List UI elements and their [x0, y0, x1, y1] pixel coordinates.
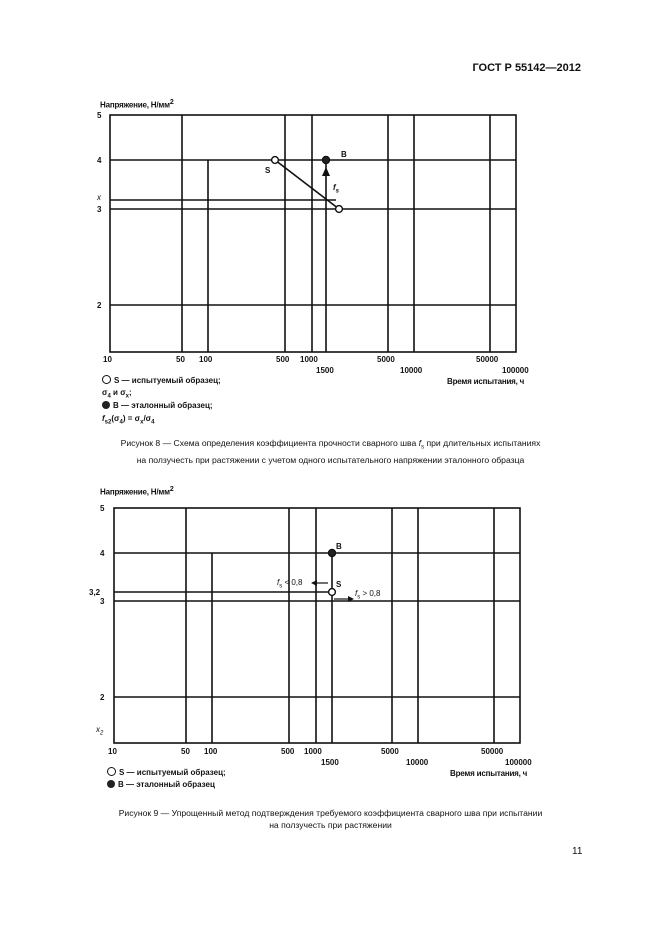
page-number: 11	[572, 846, 583, 857]
fig8-x-tick-1000: 1000	[300, 355, 318, 364]
fig8-y-axis-label: Напряжение, $Н/мм^2$	[100, 99, 174, 110]
fig9-x-tick-100000: 100000	[505, 758, 532, 767]
fig9-x-tick-10000: 10000	[406, 758, 429, 767]
fig9-y-tick-x2: $x_2$	[96, 725, 104, 737]
fig9-x-tick-500: 500	[281, 747, 295, 756]
fig8-legend-s: S — испытуемый образец;	[102, 375, 221, 385]
fig8-y-tick-5: 5	[97, 111, 102, 120]
fig9-legend-filled-circle-icon	[107, 780, 115, 788]
fig8-legend-b: B — эталонный образец;	[102, 401, 213, 410]
fig8-x-tick-100: 100	[199, 355, 213, 364]
fig8-y-tick-x: x	[97, 193, 101, 202]
fig9-x-tick-50000: 50000	[481, 747, 504, 756]
fig9-y-tick-5: 5	[100, 504, 105, 513]
fig9-point-s	[329, 589, 336, 596]
fig8-legend-formula: $f_{s2}(\sigma_4) = \sigma_x/\sigma_4$	[102, 414, 155, 426]
fig9-x-tick-50: 50	[181, 747, 190, 756]
fig9-x-tick-10: 10	[108, 747, 117, 756]
fig8-x-tick-100000: 100000	[502, 366, 529, 375]
fig8-y-tick-3: 3	[97, 205, 102, 214]
fig9-x-tick-1000: 1000	[304, 747, 322, 756]
fig9-arrow-left-head	[311, 580, 317, 586]
fig9-label-s: S	[336, 580, 342, 589]
fig9-legend-open-circle-icon	[107, 767, 116, 776]
fig8-y-tick-2: 2	[97, 301, 102, 310]
fig9-y-tick-3-2: 3,2	[89, 588, 101, 597]
fig9-caption: Рисунок 9 — Упрощенный метод подтверждения требуемого коэффициента сварного шва при испытании на ползучесть при растяжении	[118, 808, 543, 830]
fig8-x-tick-10000: 10000	[400, 366, 423, 375]
fig8-y-tick-4: 4	[97, 156, 102, 165]
standard-number: ГОСТ Р 55142—2012	[472, 62, 581, 74]
fig9-legend-s: S — испытуемый образец;	[107, 767, 226, 777]
fig9-label-fs-greater: $f_s > 0,8$	[355, 589, 381, 601]
fig9-y-tick-3: 3	[100, 597, 105, 606]
fig9-plot-frame	[114, 508, 520, 743]
fig9-x-tick-100: 100	[204, 747, 218, 756]
fig9-x-tick-5000: 5000	[381, 747, 399, 756]
fig9-point-b	[328, 549, 335, 556]
fig8-label-fs: $f_s$	[333, 183, 340, 195]
fig8-legend-sigmas: $\sigma_4$ и $\sigma_x$;	[102, 388, 132, 400]
fig8-x-tick-1500: 1500	[316, 366, 334, 375]
fig9-y-axis-label: Напряжение, $Н/мм^2$	[100, 486, 174, 497]
fig8-x-tick-50000: 50000	[476, 355, 499, 364]
fig9-x-tick-1500: 1500	[321, 758, 339, 767]
fig8-caption: Рисунок 8 — Схема определения коэффициента прочности сварного шва $f_s$ при длительных испытаниях на ползучесть при растяжении с учетом одного испытательного напряжении эталонного образца	[120, 438, 541, 465]
fig8-x-axis-label: Время испытания, ч	[447, 377, 525, 386]
fig9-label-b: B	[336, 542, 342, 551]
fig8-label-s: S	[265, 166, 271, 175]
fig8-x-tick-5000: 5000	[377, 355, 395, 364]
fig9-y-tick-4: 4	[100, 549, 105, 558]
fig9-label-fs-less: $f_s < 0,8$	[277, 578, 303, 590]
fig8-x-tick-10: 10	[103, 355, 112, 364]
fig9-legend-b: B — эталонный образец	[107, 780, 215, 789]
fig9-x-axis-label: Время испытания, ч	[450, 769, 528, 778]
fig8-label-b: B	[341, 150, 347, 159]
fig8-x-tick-50: 50	[176, 355, 185, 364]
fig8-x-tick-500: 500	[276, 355, 290, 364]
fig9-y-tick-2: 2	[100, 693, 105, 702]
